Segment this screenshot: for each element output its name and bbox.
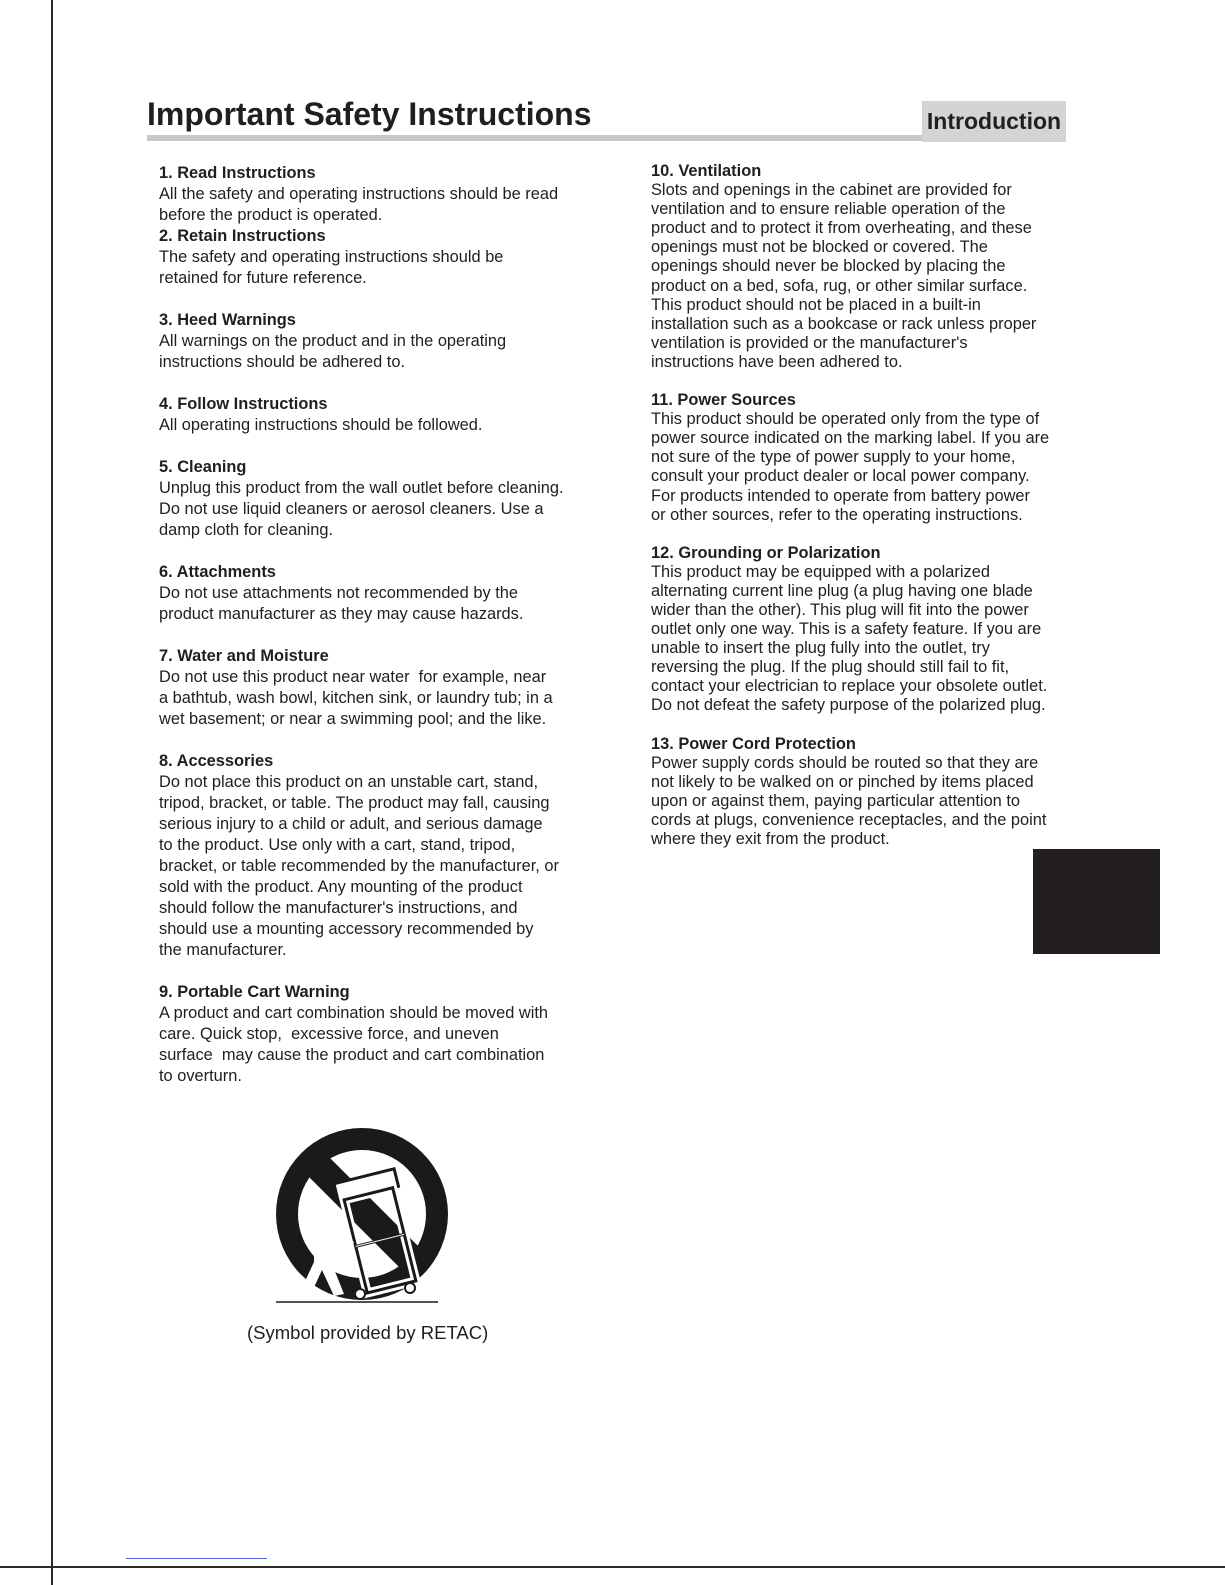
instruction-body: This product may be equipped with a polarized alternating current line plug (a plug having one blade wider than the other). This plug will fit into the power outlet only one way. This is a safety feature. If you are unable to insert the plug fully into the outlet, try reversing the plug. If the plug should still fail to fit, contact your electrician to replace your obsolete outlet. Do not defeat the safety purpose of the polarized plug.: [651, 562, 1048, 715]
instruction-heading: 10. Ventilation: [651, 162, 762, 180]
instruction-item-13: [651, 735, 1076, 850]
instruction-heading: 13. Power Cord Protection: [651, 734, 856, 753]
instruction-item-10: [651, 162, 1076, 372]
instruction-heading: 1. Read Instructions: [159, 164, 316, 182]
chapter-side-tab: [1033, 849, 1160, 954]
instruction-heading: 12. Grounding or Polarization: [651, 543, 881, 562]
instruction-body: This product should be operated only from the type of power source indicated on the marking label. If you are not sure of the type of power supply to your home, consult your product dealer or local power company. For products intended to operate from battery power or other sources, refer to the operating instructions.: [651, 410, 1050, 524]
instruction-body: Power supply cords should be routed so that they are not likely to be walked on or pinched by items placed upon or against them, paying particular attention to cords at plugs, convenience receptacles, and the point where they exit from the product.: [651, 753, 1047, 848]
instruction-body: All warnings on the product and in the operating instructions should be adhered to.: [159, 332, 507, 371]
instruction-body: Do not use this product near water for example, near a bathtub, wash bowl, kitchen sink, or laundry tub; in a wet basement; or near a swimming pool; and the like.: [159, 668, 553, 728]
instruction-body: A product and cart combination should be moved with care. Quick stop, excessive force, and uneven surface may cause the product and cart combination to overturn.: [159, 1004, 549, 1085]
instruction-heading: 11. Power Sources: [651, 391, 796, 410]
instruction-body: Unplug this product from the wall outlet before cleaning. Do not use liquid cleaners or aerosol cleaners. Use a damp cloth for cleaning.: [159, 479, 564, 539]
left-column: [159, 163, 589, 1108]
instruction-heading: 9. Portable Cart Warning: [159, 983, 350, 1001]
instruction-item-12: [651, 544, 1076, 716]
instruction-item-6: [159, 562, 589, 625]
instruction-item-11: [651, 391, 1076, 525]
right-column: [651, 162, 1076, 868]
instruction-heading: 4. Follow Instructions: [159, 395, 328, 413]
instruction-item-2: [159, 226, 589, 289]
page-title: Important Safety Instructions: [147, 96, 592, 132]
instruction-heading: 2. Retain Instructions: [159, 227, 326, 245]
section-tab-introduction: Introduction: [922, 101, 1066, 142]
cart-tip-over-warning-icon: [270, 1128, 450, 1304]
instruction-heading: 7. Water and Moisture: [159, 647, 329, 665]
figure-caption: (Symbol provided by RETAC): [247, 1322, 489, 1343]
instruction-item-4: [159, 394, 589, 436]
instruction-heading: 5. Cleaning: [159, 458, 247, 476]
instruction-body: Do not use attachments not recommended by the product manufacturer as they may cause hazards.: [159, 584, 524, 623]
instruction-heading: 6. Attachments: [159, 563, 276, 581]
footer-underline: [126, 1558, 267, 1559]
instruction-item-1: [159, 163, 589, 226]
instruction-item-7: [159, 646, 589, 730]
instruction-heading: 8. Accessories: [159, 752, 274, 770]
instruction-item-5: [159, 457, 589, 541]
instruction-item-9: [159, 982, 589, 1087]
instruction-item-3: [159, 310, 589, 373]
instruction-body: All the safety and operating instructions should be read before the product is operated.: [159, 185, 559, 224]
page-binding-line: [51, 0, 53, 1585]
page-bottom-border: [0, 1566, 1225, 1568]
instruction-body: The safety and operating instructions should be retained for future reference.: [159, 248, 504, 287]
instruction-body: Do not place this product on an unstable cart, stand, tripod, bracket, or table. The product may fall, causing serious injury to a child or adult, and serious damage to the product. Use only with a cart, stand, tripod, bracket, or table recommended by the manufacturer, or sold with the product. Any mounting of the product should follow the manufacturer's instructions, and should use a mounting accessory recommended by the manufacturer.: [159, 773, 559, 959]
instruction-body: Slots and openings in the cabinet are provided for ventilation and to ensure reliable operation of the product and to protect it from overheating, and these openings must not be blocked or covered. The openings should never be blocked by placing the product on a bed, sofa, rug, or other similar surface. This product should not be placed in a built-in installation such as a bookcase or rack unless proper ventilation is provided or the manufacturer's instructions have been adhered to.: [651, 181, 1037, 371]
instruction-body: All operating instructions should be followed.: [159, 416, 483, 434]
instruction-heading: 3. Heed Warnings: [159, 311, 296, 329]
instruction-item-8: [159, 751, 589, 961]
